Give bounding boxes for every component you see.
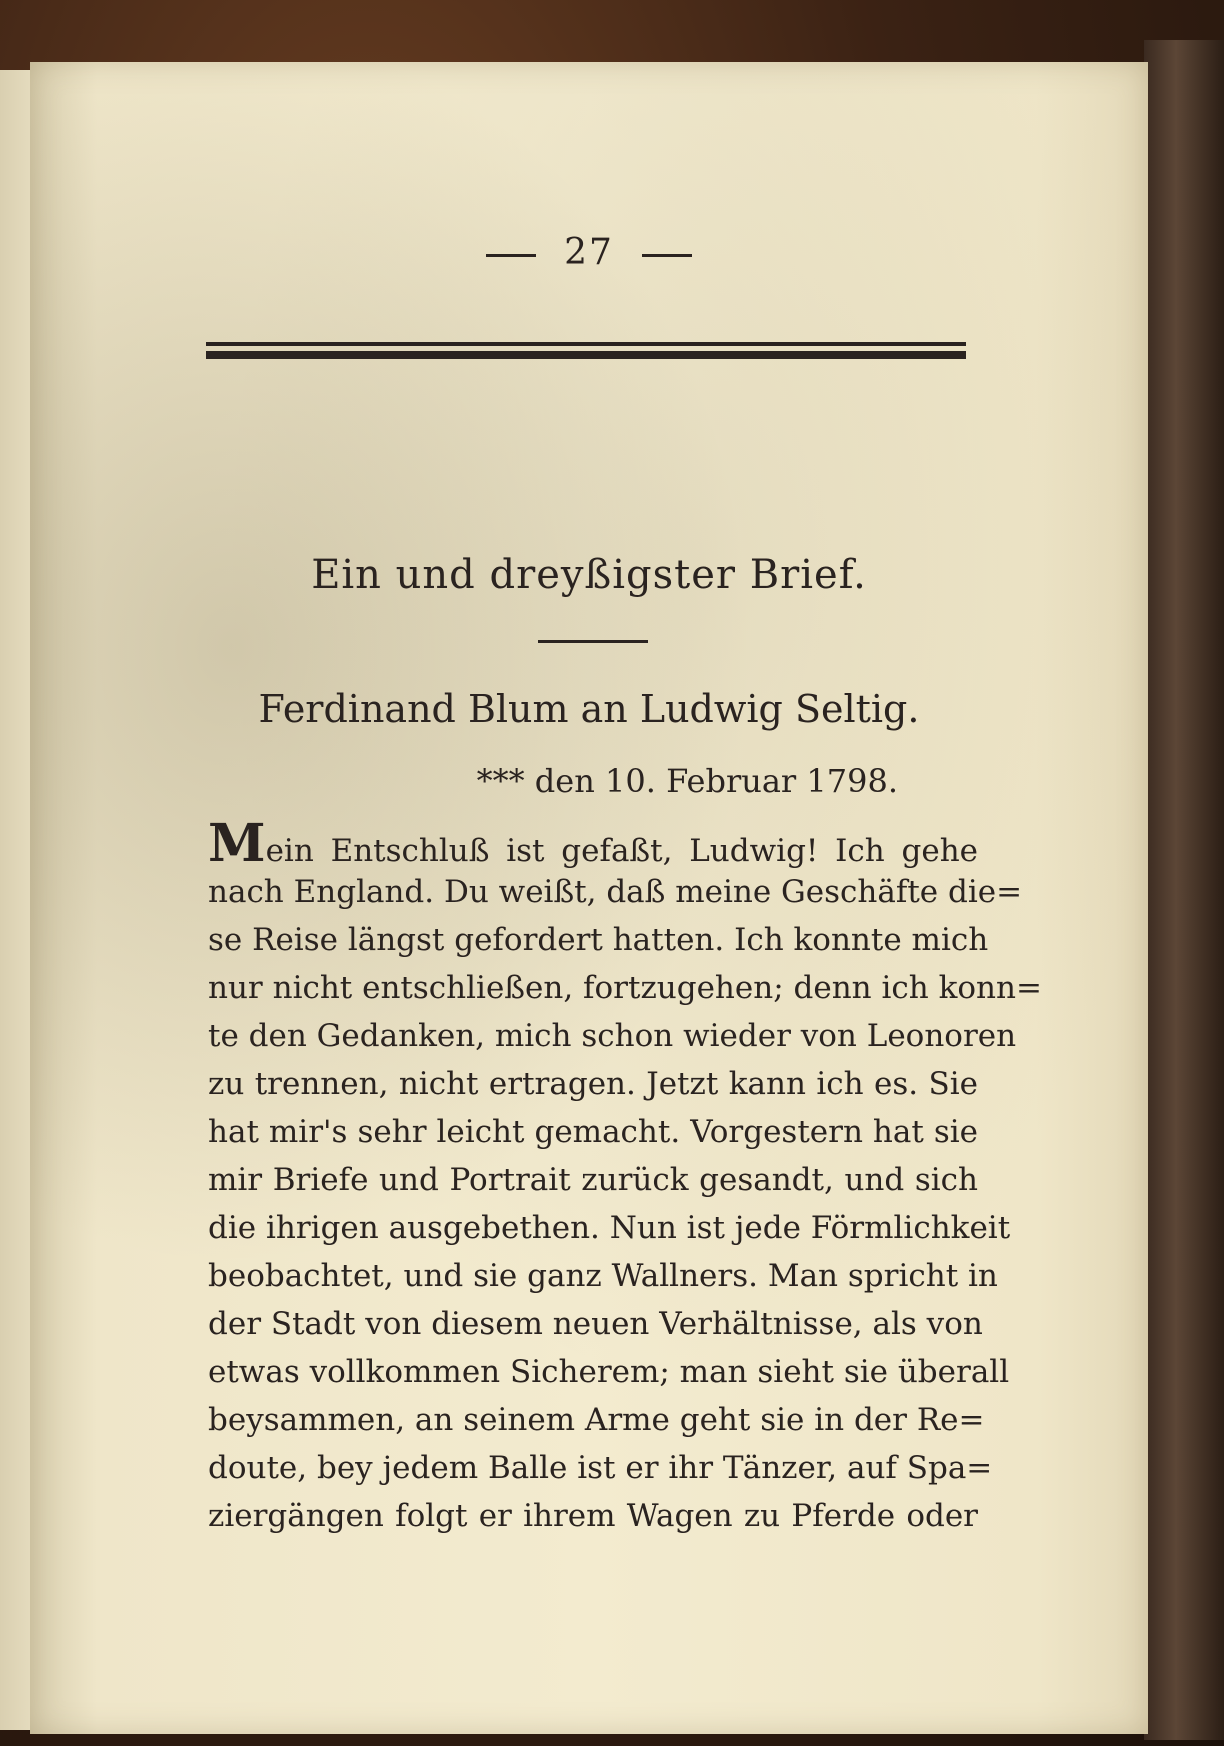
text-line: doute, bey jedem Balle ist er ihr Tänzer, auf Spa= [208,1450,993,1486]
text-line: die ihrigen ausgebethen. Nun ist jede Förmlichkeit [208,1210,1011,1246]
text-line: ziergängen folgt er ihrem Wagen zu Pferde oder [208,1498,978,1534]
chapter-title: Ein und dreyßigster Brief. [311,552,867,598]
letter-body [208,813,1042,1540]
text-line: beobachtet, und sie ganz Wallners. Man spricht in [208,1258,998,1294]
text-line: nach England. Du weißt, daß meine Geschäfte die= [208,874,1023,910]
text-line: Mein Entschluß ist gefaßt, Ludwig! Ich gehe [208,813,978,874]
text-line: der Stadt von diesem neuen Verhältnisse, als von [208,1306,983,1342]
text-line: zu trennen, nicht ertragen. Jetzt kann ich es. Sie [208,1066,978,1102]
text-line: nur nicht entschließen, fortzugehen; denn ich konn= [208,970,1042,1006]
header-rule-thin [206,342,966,346]
text-line: mir Briefe und Portrait zurück gesandt, und sich [208,1162,978,1198]
title-divider [538,640,648,643]
header-rule-thick [206,351,966,359]
letter-salutation: Ferdinand Blum an Ludwig Seltig. [258,687,920,731]
page-number: 27 [564,232,614,273]
header-dash-right [642,254,692,257]
page-header [30,232,1148,273]
header-dash-left [486,254,536,257]
drop-cap: M [208,813,266,874]
text-line: beysammen, an seinem Arme geht sie in der Re= [208,1402,985,1438]
cover-edge [1144,40,1224,1740]
letter-dateline: *** den 10. Februar 1798. [476,762,898,800]
text-line: te den Gedanken, mich schon wieder von Leonoren [208,1018,1017,1054]
book-page [30,62,1148,1734]
text-line: se Reise längst gefordert hatten. Ich konnte mich [208,922,989,958]
text-line: hat mir's sehr leicht gemacht. Vorgestern hat sie [208,1114,978,1150]
text-line: etwas vollkommen Sicherem; man sieht sie überall [208,1354,1010,1390]
